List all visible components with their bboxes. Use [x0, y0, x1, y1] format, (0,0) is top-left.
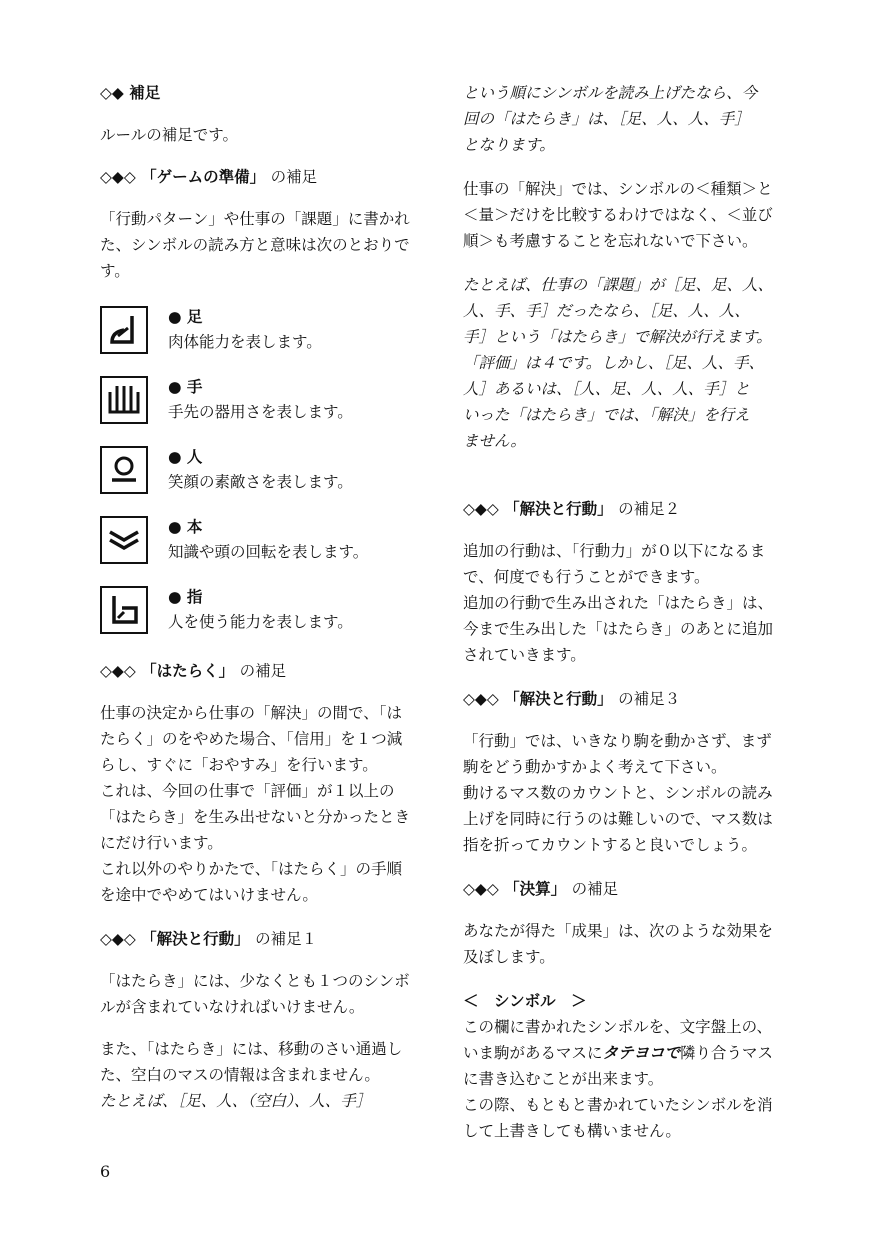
- resolve2-text: [463, 538, 808, 668]
- work-heading: [100, 658, 440, 684]
- prep-heading: [100, 164, 440, 190]
- heading-title: 「はたらく」: [141, 662, 235, 680]
- text-line: 「はたらき」を生み出せないと分かったとき: [100, 808, 411, 826]
- supplement-heading: [100, 80, 440, 106]
- text-line: た、空白のマスの情報は含まれません。: [100, 1066, 380, 1084]
- text-line: 駒をどう動かすかよく考えて下さい。: [463, 758, 727, 776]
- text-line: にだけ行います。: [100, 834, 223, 852]
- heading-suffix: の補足１: [255, 930, 318, 948]
- right-column: [463, 80, 808, 1144]
- resolve2-heading: [463, 496, 808, 522]
- example-line: たとえば、［足、人、（空白）、人、手］: [100, 1092, 372, 1110]
- symbol-book: [100, 514, 440, 566]
- text-line: たらく」のをやめた場合、「信用」を１つ減: [100, 730, 403, 748]
- heading-title: 「ゲームの準備」: [141, 168, 266, 186]
- heading-title: 「決算」: [504, 880, 567, 898]
- supplement-intro: ルールの補足です。: [100, 126, 238, 144]
- resolve1-text-a: [100, 968, 440, 1020]
- finger-icon: [100, 586, 148, 634]
- text-line: という順にシンボルを読み上げたなら、今: [463, 84, 758, 102]
- symbol-person: [100, 444, 440, 496]
- example2-text: [463, 272, 808, 454]
- book-icon: [100, 516, 148, 564]
- heading-marks: ◇◆: [100, 84, 124, 102]
- text-line: ルが含まれていなければいけません。: [100, 998, 365, 1016]
- page-number: 6: [100, 1162, 111, 1181]
- symbol-text: [463, 1014, 808, 1144]
- heading-suffix: の補足３: [618, 690, 681, 708]
- symbol-desc: 人を使う能力を表します。: [168, 613, 353, 631]
- prep-text: [100, 206, 440, 284]
- heading-marks: ◇◆◇: [100, 662, 136, 680]
- text-segment: 隣り合うマス: [680, 1044, 774, 1062]
- symbol-desc: 肉体能力を表します。: [168, 333, 322, 351]
- work-text: [100, 700, 440, 908]
- symbol-name: ● 指: [168, 588, 203, 606]
- settle-heading: [463, 876, 808, 902]
- left-column: [100, 80, 440, 1114]
- heading-suffix: の補足: [239, 662, 287, 680]
- text-line: らし、すぐに「おやすみ」を行います。: [100, 756, 378, 774]
- text-line: されていきます。: [463, 646, 586, 664]
- text-line: 上げを同時に行うのは難しいので、マス数は: [463, 810, 773, 828]
- text-line: 人、手、手］だったなら、［足、人、人、: [463, 302, 750, 320]
- text-line: 「評価」は４です。しかし、［足、人、手、: [463, 354, 765, 372]
- symbol-list: [100, 304, 440, 636]
- resolve-compare-text: [463, 176, 808, 254]
- symbol-finger: [100, 584, 440, 636]
- symbol-hand: [100, 374, 440, 426]
- text-line: この欄に書かれたシンボルを、文字盤上の、: [463, 1018, 772, 1036]
- heading-marks: ◇◆◇: [100, 930, 136, 948]
- text-line: たとえば、仕事の「課題」が［足、足、人、: [463, 276, 774, 294]
- text-line: を途中でやめてはいけません。: [100, 886, 318, 904]
- text-line: 動けるマス数のカウントと、シンボルの読み: [463, 784, 773, 802]
- symbol-name: ● 人: [168, 448, 203, 466]
- symbol-subheading: ＜ シンボル ＞: [463, 992, 587, 1010]
- text-line: して上書きしても構いません。: [463, 1122, 681, 1140]
- text-line: あなたが得た「成果」は、次のような効果を: [463, 922, 774, 940]
- heading-title: 「解決と行動」: [504, 690, 613, 708]
- symbol-foot: [100, 304, 440, 356]
- text-line: 「行動パターン」や仕事の「課題」に書かれ: [100, 210, 410, 228]
- text-line: ません。: [463, 432, 526, 450]
- heading-marks: ◇◆◇: [463, 880, 499, 898]
- heading-title: 「解決と行動」: [504, 500, 613, 518]
- text-line: に書き込むことが出来ます。: [463, 1070, 664, 1088]
- example-continued: [463, 80, 808, 158]
- text-line: 人］あるいは、［人、足、人、人、手］と: [463, 380, 750, 398]
- text-line: 「行動」では、いきなり駒を動かさず、まず: [463, 732, 772, 750]
- text-line: 追加の行動は、「行動力」が０以下になるま: [463, 542, 766, 560]
- text-line: で、何度でも行うことができます。: [463, 568, 710, 586]
- text-segment: いま駒があるマスに: [463, 1044, 603, 1062]
- heading-suffix: の補足: [571, 880, 619, 898]
- symbol-name: ● 本: [168, 518, 203, 536]
- text-line: となります。: [463, 136, 555, 154]
- heading-suffix: の補足２: [618, 500, 681, 518]
- text-line: 及ぼします。: [463, 948, 555, 966]
- hand-icon: [100, 376, 148, 424]
- resolve3-heading: [463, 686, 808, 712]
- text-line: 「はたらき」には、少なくとも１つのシンボ: [100, 972, 410, 990]
- heading-marks: ◇◆◇: [463, 500, 499, 518]
- heading-title: 「解決と行動」: [141, 930, 250, 948]
- text-line: [463, 1040, 808, 1066]
- heading-marks: ◇◆◇: [100, 168, 136, 186]
- foot-icon: [100, 306, 148, 354]
- text-line: ＜量＞だけを比較するわけではなく、＜並び: [463, 206, 773, 224]
- symbol-name: ● 手: [168, 378, 203, 396]
- resolve3-text: [463, 728, 808, 858]
- text-line: また、「はたらき」には、移動のさい通過し: [100, 1040, 403, 1058]
- person-icon: [100, 446, 148, 494]
- symbol-desc: 手先の器用さを表します。: [168, 403, 353, 421]
- text-line: 回の「はたらき」は、［足、人、人、手］: [463, 110, 750, 128]
- text-line: これは、今回の仕事で「評価」が１以上の: [100, 782, 395, 800]
- text-line: 今まで生み出した「はたらき」のあとに追加: [463, 620, 774, 638]
- text-line: この際、もともと書かれていたシンボルを消: [463, 1096, 773, 1114]
- resolve1-text-b: [100, 1036, 440, 1114]
- text-line: 指を折ってカウントすると良いでしょう。: [463, 836, 758, 854]
- symbol-desc: 知識や頭の回転を表します。: [168, 543, 369, 561]
- text-line: 順＞も考慮することを忘れないで下さい。: [463, 232, 758, 250]
- text-line: これ以外のやりかたで、「はたらく」の手順: [100, 860, 402, 878]
- text-line: す。: [100, 262, 130, 280]
- symbol-desc: 笑顔の素敵さを表します。: [168, 473, 353, 491]
- resolve1-heading: [100, 926, 440, 952]
- heading-title: 補足: [129, 84, 161, 102]
- text-line: 仕事の「解決」では、シンボルの＜種類＞と: [463, 180, 773, 198]
- text-line: 手］という「はたらき」で解決が行えます。: [463, 328, 772, 346]
- text-line: た、シンボルの読み方と意味は次のとおりで: [100, 236, 410, 254]
- symbol-name: ● 足: [168, 308, 203, 326]
- heading-suffix: の補足: [270, 168, 318, 186]
- text-line: 仕事の決定から仕事の「解決」の間で、「は: [100, 704, 402, 722]
- text-line: 追加の行動で生み出された「はたらき」は、: [463, 594, 774, 612]
- text-line: いった「はたらき」では、「解決」を行え: [463, 406, 750, 424]
- settle-text: [463, 918, 808, 970]
- emphasis-text: タテヨコで: [602, 1044, 681, 1062]
- heading-marks: ◇◆◇: [463, 690, 499, 708]
